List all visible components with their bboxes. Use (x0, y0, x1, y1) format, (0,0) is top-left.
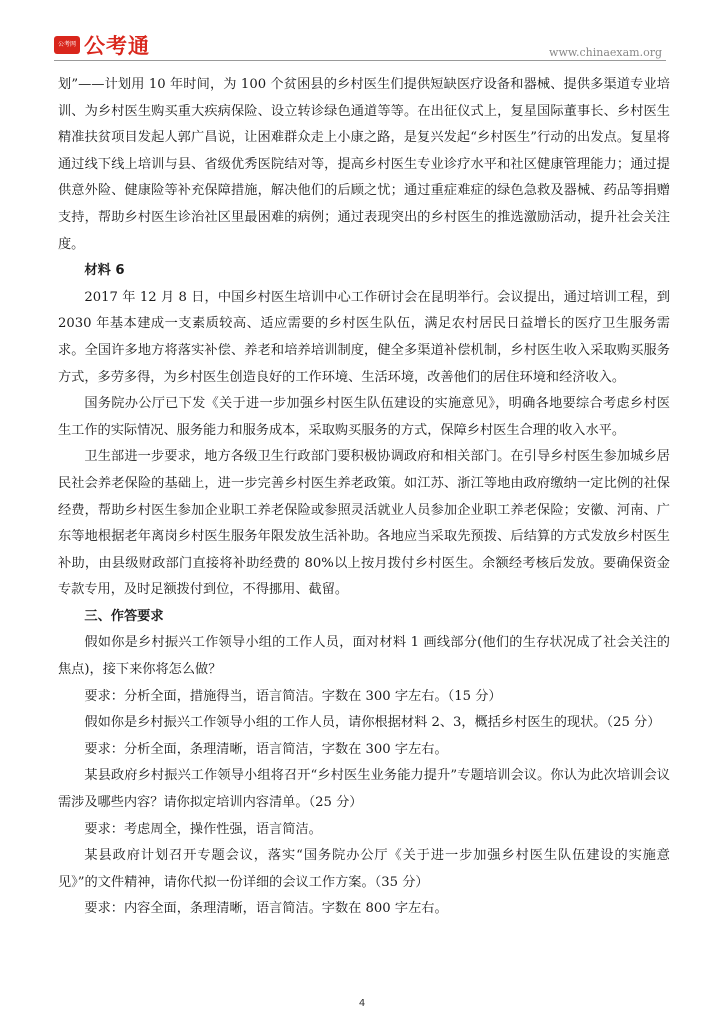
question-4-requirement: 要求：内容全面，条理清晰，语言简洁。字数在 800 字左右。 (84, 901, 448, 917)
question-2: 假如你是乡村振兴工作领导小组的工作人员，请你根据材料 2、3，概括乡村医生的现状。（25 分） (84, 715, 661, 731)
answer-requirements-heading: 三、作答要求 (84, 608, 164, 624)
question-1: 假如你是乡村振兴工作领导小组的工作人员，面对材料 1 画线部分(他们的生存状况成了社会关注的焦点)，接下来你将怎么做？ (58, 635, 670, 678)
site-url: www.chinaexam.org (549, 46, 662, 59)
question-3-requirement: 要求：考虑周全，操作性强，语言简洁。 (84, 821, 322, 837)
page-number: 4 (358, 998, 366, 1009)
question-3: 某县政府乡村振兴工作领导小组将召开“乡村医生业务能力提升”专题培训会议。你认为此次培训会议需涉及哪些内容？请你拟定培训内容清单。（25 分） (58, 768, 670, 811)
document-body (58, 72, 670, 923)
question-4: 某县政府计划召开专题会议，落实“国务院办公厅《关于进一步加强乡村医生队伍建设的实施意见》”的文件精神，请你代拟一份详细的会议工作方案。（35 分） (58, 848, 670, 890)
brand-name: 公考通 (84, 34, 150, 58)
paragraph-continued: 划”——计划用 10 年时间，为 100 个贫困县的乡村医生们提供短缺医疗设备和器械、提供多渠道专业培训、为乡村医生购买重大疾病保险、设立转诊绿色通道等等。在出征仪式上，复星国际董事长、乡村医生精准扶贫项目发起人郭广昌说，让困难群众走上小康之路，是复兴发起“乡村医生”行动的出发点。复星将通过线下线上培训与县、省级优秀医院结对等，提高乡村医生专业诊疗水平和社区健康管理能力；通过提供意外险、健康险等补充保障措施，解决他们的后顾之忧；通过重症难症的绿色急救及器械、药品等捐赠支持，帮助乡村医生诊治社区里最困难的病例；通过表现突出的乡村医生的推选激励活动，提升社会关注度。 (58, 77, 670, 252)
logo-icon: 公考网 (54, 36, 80, 54)
material-6-paragraph-1: 2017 年 12 月 8 日，中国乡村医生培训中心工作研讨会在昆明举行。会议提出，通过培训工程，到 2030 年基本建成一支素质较高、适应需要的乡村医生队伍，满足农村居民日益增长的医疗卫生服务需求。全国许多地方将落实补偿、养老和培养培训制度，健全多渠道补偿机制，乡村医生收入采取购买服务方式，多劳多得，为乡村医生创造良好的工作环境、生活环境，改善他们的居住环境和经济收入。 (58, 289, 670, 385)
question-2-requirement: 要求：分析全面，条理清晰，语言简洁，字数在 300 字左右。 (84, 741, 448, 757)
header-divider (54, 60, 666, 61)
page-header (0, 0, 724, 62)
question-1-requirement: 要求：分析全面，措施得当，语言简洁。字数在 300 字左右。（15 分） (84, 688, 502, 704)
material-6-paragraph-2: 国务院办公厅已下发《关于进一步加强乡村医生队伍建设的实施意见》，明确各地要综合考虑乡村医生工作的实际情况、服务能力和服务成本，采取购买服务的方式，保障乡村医生合理的收入水平。 (58, 396, 670, 438)
material-6-paragraph-3: 卫生部进一步要求，地方各级卫生行政部门要积极协调政府和相关部门。在引导乡村医生参加城乡居民社会养老保险的基础上，进一步完善乡村医生养老政策。如江苏、浙江等地由政府缴纳一定比例的社保经费，帮助乡村医生参加企业职工养老保险或参照灵活就业人员参加企业职工养老保险；安徽、河南、广东等地根据老年离岗乡村医生服务年限发放生活补助。各地应当采取先预拨、后结算的方式发放乡村医生补助，由县级财政部门直接将补助经费的 80%以上按月拨付乡村医生。余额经考核后发放。要确保资金专款专用，及时足额拨付到位，不得挪用、截留。 (58, 449, 670, 598)
material-6-heading: 材料 6 (84, 263, 125, 279)
